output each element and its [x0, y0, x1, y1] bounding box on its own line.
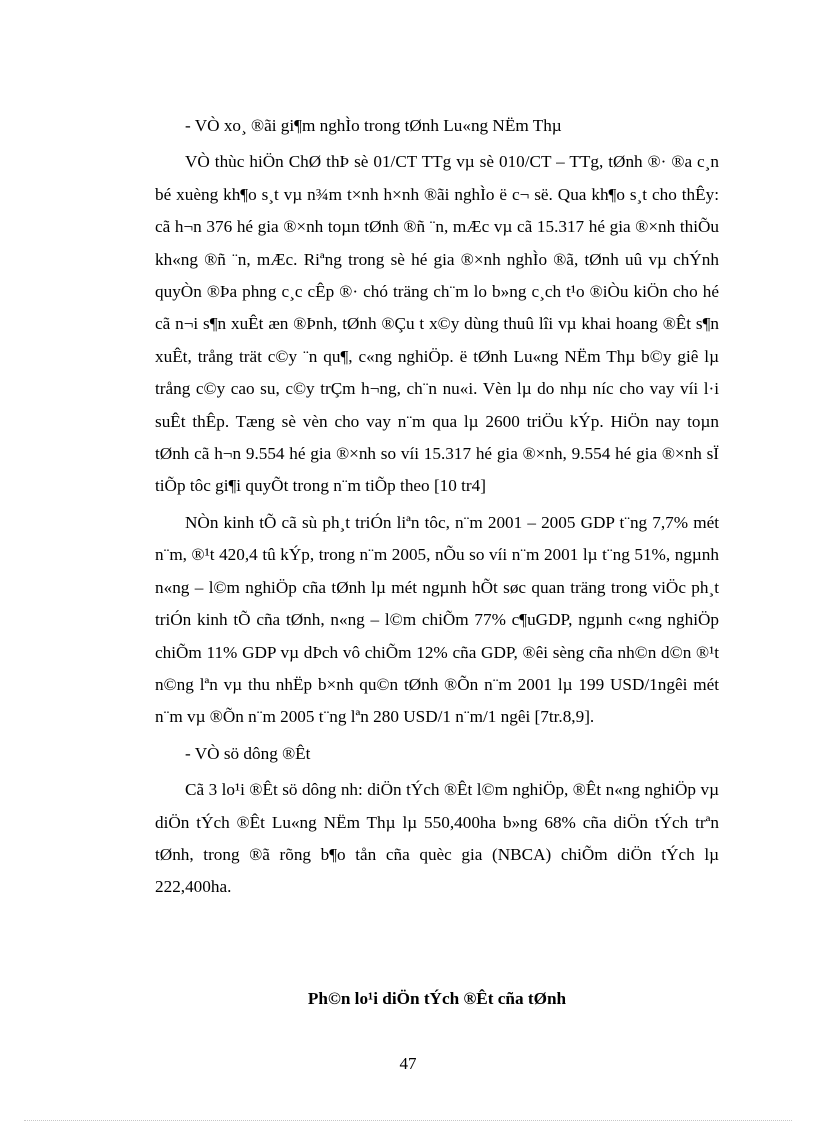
paragraph-land-types: Cã 3 lo¹i ®Êt sö dông nh: diÖn tÝch ®Êt l©m nghiÖp, ®Êt n«ng nghiÖp vµ diÖn tÝch ®Êt Lu«ng NËm Thµ lµ 550,400ha b»ng 68% cña diÖn tÝch trªn tØnh, trong ®ã rõng b¶o tån cña quèc gia (NBCA) chiÕm diÖn tÝch lµ 222,400ha.	[155, 780, 719, 897]
page-number: 47	[399, 1054, 417, 1073]
paragraph-economy: NÒn kinh tÕ cã sù ph¸t triÓn liªn tôc, n¨m 2001 – 2005 GDP t¨ng 7,7% mét n¨m, ®¹t 420,4 tû kÝp, trong n¨m 2005, nÕu so víi n¨m 2001 lµ t¨ng 51%, ngµnh n«ng – l©m nghiÖp cña tØnh lµ mét ngµnh hÕt søc quan träng trong viÖc ph¸t triÓn kinh tÕ cña tØnh, n«ng – l©m chiÕm 77% c¶uGDP, ngµnh c«ng nghiÖp chiÕm 11% GDP vµ dÞch vô chiÕm 12% cña GDP, ®êi sèng cña nh©n d©n ®¹t n©ng lªn vµ thu nhËp b×nh qu©n tØnh ®Õn n¨m 2001 lµ 199 USD/1ngêi mét n¨m vµ ®Õn n¨m 2005 t¨ng lªn 280 USD/1 n¨m/1 ngêi [7tr.8,9].	[155, 512, 719, 727]
section-heading-poverty: - VÒ xo¸ ®ãi gi¶m nghÌo trong tØnh Lu«ng NËm Thµ	[185, 116, 562, 135]
page-bottom-divider	[24, 1120, 792, 1121]
section-heading-land-use: - VÒ sö dông ®Êt	[185, 743, 311, 763]
land-classification-title: Ph©n lo¹i diÖn tÝch ®Êt cña tØnh	[307, 989, 567, 1008]
body-text	[155, 110, 719, 904]
paragraph-poverty-program: VÒ thùc hiÖn ChØ thÞ sè 01/CT TTg vµ sè 010/CT – TTg, tØnh ®· ®a c¸n bé xuèng kh¶o s¸t vµ n¾m t×nh h×nh ®ãi nghÌo ë c¬ së. Qua kh¶o s¸t cho thÊy: cã h¬n 376 hé gia ®×nh toµn tØnh ®ñ ¨n, mÆc vµ cã 15.317 hé gia ®×nh thiÕu kh«ng ®ñ ¨n, mÆc. Riªng trong sè hé gia ®×nh nghÌo ®ã, tØnh uû vµ chÝnh quyÒn ®Þa phng c¸c cÊp ®· chó träng ch¨m lo b»ng c¸ch t¹o ®iÒu kiÖn cho hé cã n¬i s¶n xuÊt æn ®Þnh, tØnh ®Çu t x©y dùng thuû lîi vµ khai hoang ®Êt s¶n xuÊt, trång trät c©y ¨n qu¶, c«ng nghiÖp. ë tØnh Lu«ng NËm Thµ b©y giê lµ trång c©y cao su, c©y trÇm h¬ng, ch¨n nu«i. Vèn lµ do nhµ níc cho vay víi l·i suÊt thÊp. Tæng sè vèn cho vay n¨m qua lµ 2600 triÖu kÝp. HiÖn nay toµn tØnh cã h¬n 9.554 hé gia ®×nh so víi 15.317 hé gia ®×nh, 9.554 hé gia ®×nh sÏ tiÕp tôc gi¶i quyÕt trong n¨m tiÕp theo [10 tr4]	[155, 152, 719, 496]
